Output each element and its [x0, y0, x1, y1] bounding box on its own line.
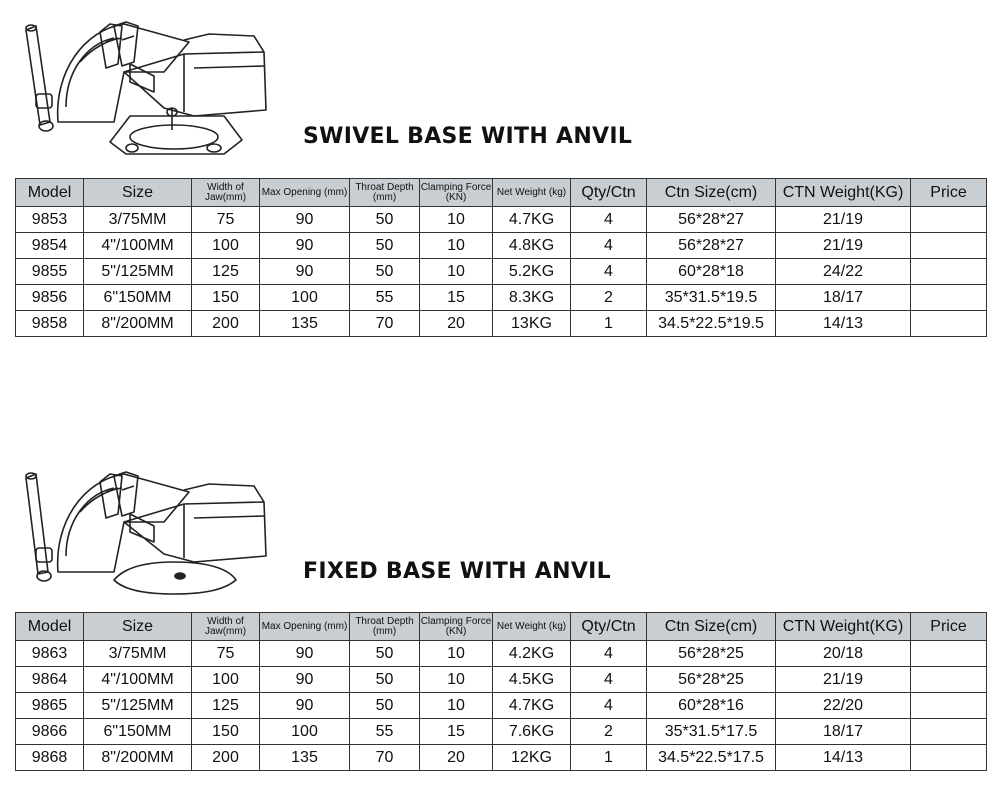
cell-price	[911, 693, 987, 719]
table-row	[16, 667, 987, 693]
header-price: Price	[911, 613, 987, 641]
cell-ctn-size: 56*28*25	[647, 667, 776, 693]
cell-width: 100	[192, 667, 260, 693]
cell-size: 8"/200MM	[84, 311, 192, 337]
cell-ctn-size: 60*28*18	[647, 259, 776, 285]
cell-ctn-weight: 14/13	[776, 745, 911, 771]
header-throat-depth: Throat Depth (mm)	[350, 613, 420, 641]
cell-qty: 4	[571, 259, 647, 285]
cell-model: 9853	[16, 207, 84, 233]
cell-net-weight: 4.2KG	[493, 641, 571, 667]
header-ctn-size: Ctn Size(cm)	[647, 613, 776, 641]
header-size: Size	[84, 179, 192, 207]
cell-model: 9855	[16, 259, 84, 285]
cell-price	[911, 233, 987, 259]
cell-width: 150	[192, 719, 260, 745]
cell-qty: 4	[571, 233, 647, 259]
cell-opening: 100	[260, 285, 350, 311]
fixed-section-title: FIXED BASE WITH ANVIL	[303, 559, 611, 584]
table-row	[16, 259, 987, 285]
header-clamping-force: Clamping Force (KN)	[420, 179, 493, 207]
cell-opening: 90	[260, 259, 350, 285]
cell-force: 15	[420, 719, 493, 745]
cell-force: 10	[420, 667, 493, 693]
cell-throat: 55	[350, 719, 420, 745]
cell-opening: 90	[260, 207, 350, 233]
cell-width: 200	[192, 745, 260, 771]
cell-throat: 50	[350, 667, 420, 693]
table-header-row	[16, 613, 987, 641]
cell-qty: 2	[571, 285, 647, 311]
table-header-row	[16, 179, 987, 207]
swivel-section-title: SWIVEL BASE WITH ANVIL	[303, 124, 633, 149]
cell-qty: 1	[571, 311, 647, 337]
header-max-opening: Max Opening (mm)	[260, 613, 350, 641]
header-max-opening: Max Opening (mm)	[260, 179, 350, 207]
header-throat-depth: Throat Depth (mm)	[350, 179, 420, 207]
cell-width: 75	[192, 641, 260, 667]
cell-ctn-weight: 22/20	[776, 693, 911, 719]
header-net-weight: Net Weight (kg)	[493, 613, 571, 641]
cell-opening: 90	[260, 693, 350, 719]
fixed-spec-table	[15, 612, 987, 771]
cell-ctn-size: 35*31.5*19.5	[647, 285, 776, 311]
cell-force: 20	[420, 745, 493, 771]
cell-size: 5"/125MM	[84, 259, 192, 285]
swivel-spec-table	[15, 178, 987, 337]
header-clamping-force: Clamping Force (KN)	[420, 613, 493, 641]
cell-force: 10	[420, 207, 493, 233]
cell-qty: 4	[571, 207, 647, 233]
cell-model: 9856	[16, 285, 84, 311]
cell-qty: 4	[571, 667, 647, 693]
cell-price	[911, 311, 987, 337]
cell-width: 100	[192, 233, 260, 259]
cell-throat: 70	[350, 745, 420, 771]
table-row	[16, 311, 987, 337]
header-ctn-size: Ctn Size(cm)	[647, 179, 776, 207]
cell-qty: 4	[571, 641, 647, 667]
header-size: Size	[84, 613, 192, 641]
cell-ctn-size: 56*28*25	[647, 641, 776, 667]
header-width-of-jaw: Width of Jaw(mm)	[192, 179, 260, 207]
table-row	[16, 207, 987, 233]
cell-qty: 1	[571, 745, 647, 771]
cell-width: 75	[192, 207, 260, 233]
cell-ctn-weight: 18/17	[776, 719, 911, 745]
header-ctn-weight: CTN Weight(KG)	[776, 179, 911, 207]
cell-net-weight: 4.5KG	[493, 667, 571, 693]
cell-throat: 70	[350, 311, 420, 337]
header-price: Price	[911, 179, 987, 207]
header-model: Model	[16, 613, 84, 641]
cell-width: 150	[192, 285, 260, 311]
header-model: Model	[16, 179, 84, 207]
header-net-weight: Net Weight (kg)	[493, 179, 571, 207]
cell-net-weight: 7.6KG	[493, 719, 571, 745]
cell-opening: 90	[260, 641, 350, 667]
cell-model: 9863	[16, 641, 84, 667]
cell-price	[911, 207, 987, 233]
header-qty-ctn: Qty/Ctn	[571, 613, 647, 641]
cell-price	[911, 667, 987, 693]
table-row	[16, 285, 987, 311]
cell-opening: 135	[260, 745, 350, 771]
cell-throat: 50	[350, 641, 420, 667]
cell-throat: 50	[350, 693, 420, 719]
cell-force: 15	[420, 285, 493, 311]
table-row	[16, 693, 987, 719]
cell-size: 4"/100MM	[84, 233, 192, 259]
cell-size: 5"/125MM	[84, 693, 192, 719]
cell-ctn-size: 56*28*27	[647, 207, 776, 233]
cell-opening: 100	[260, 719, 350, 745]
cell-ctn-size: 35*31.5*17.5	[647, 719, 776, 745]
cell-size: 8"/200MM	[84, 745, 192, 771]
cell-ctn-weight: 21/19	[776, 667, 911, 693]
cell-force: 10	[420, 641, 493, 667]
table-row	[16, 641, 987, 667]
cell-net-weight: 5.2KG	[493, 259, 571, 285]
cell-ctn-size: 34.5*22.5*17.5	[647, 745, 776, 771]
cell-ctn-size: 60*28*16	[647, 693, 776, 719]
cell-net-weight: 4.7KG	[493, 693, 571, 719]
cell-size: 6"150MM	[84, 719, 192, 745]
cell-model: 9866	[16, 719, 84, 745]
cell-opening: 90	[260, 667, 350, 693]
cell-size: 4"/100MM	[84, 667, 192, 693]
fixed-base-vise-icon	[14, 448, 284, 598]
cell-ctn-weight: 21/19	[776, 233, 911, 259]
cell-net-weight: 4.8KG	[493, 233, 571, 259]
cell-price	[911, 719, 987, 745]
cell-ctn-size: 34.5*22.5*19.5	[647, 311, 776, 337]
cell-force: 20	[420, 311, 493, 337]
cell-width: 125	[192, 259, 260, 285]
cell-throat: 50	[350, 207, 420, 233]
cell-net-weight: 12KG	[493, 745, 571, 771]
cell-ctn-weight: 21/19	[776, 207, 911, 233]
table-row	[16, 719, 987, 745]
cell-qty: 4	[571, 693, 647, 719]
cell-opening: 135	[260, 311, 350, 337]
cell-price	[911, 745, 987, 771]
header-ctn-weight: CTN Weight(KG)	[776, 613, 911, 641]
cell-throat: 55	[350, 285, 420, 311]
table-row	[16, 233, 987, 259]
table-row	[16, 745, 987, 771]
header-qty-ctn: Qty/Ctn	[571, 179, 647, 207]
cell-model: 9868	[16, 745, 84, 771]
cell-throat: 50	[350, 233, 420, 259]
cell-size: 6"150MM	[84, 285, 192, 311]
cell-ctn-weight: 24/22	[776, 259, 911, 285]
cell-net-weight: 13KG	[493, 311, 571, 337]
cell-ctn-weight: 14/13	[776, 311, 911, 337]
cell-size: 3/75MM	[84, 641, 192, 667]
header-width-of-jaw: Width of Jaw(mm)	[192, 613, 260, 641]
cell-opening: 90	[260, 233, 350, 259]
swivel-base-vise-icon	[14, 12, 284, 162]
cell-model: 9858	[16, 311, 84, 337]
cell-model: 9864	[16, 667, 84, 693]
cell-width: 125	[192, 693, 260, 719]
cell-model: 9865	[16, 693, 84, 719]
cell-price	[911, 285, 987, 311]
cell-width: 200	[192, 311, 260, 337]
cell-force: 10	[420, 693, 493, 719]
cell-qty: 2	[571, 719, 647, 745]
cell-net-weight: 8.3KG	[493, 285, 571, 311]
cell-net-weight: 4.7KG	[493, 207, 571, 233]
cell-ctn-size: 56*28*27	[647, 233, 776, 259]
cell-price	[911, 641, 987, 667]
cell-throat: 50	[350, 259, 420, 285]
cell-model: 9854	[16, 233, 84, 259]
cell-ctn-weight: 20/18	[776, 641, 911, 667]
cell-size: 3/75MM	[84, 207, 192, 233]
cell-ctn-weight: 18/17	[776, 285, 911, 311]
cell-force: 10	[420, 259, 493, 285]
cell-force: 10	[420, 233, 493, 259]
cell-price	[911, 259, 987, 285]
